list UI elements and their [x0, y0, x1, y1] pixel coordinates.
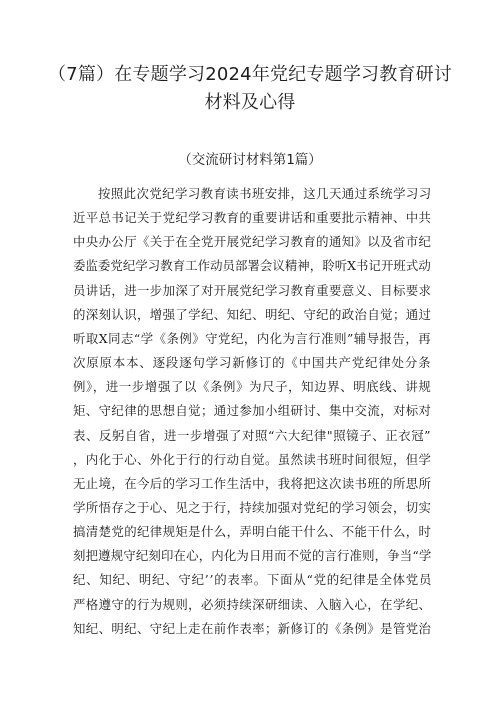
document-title-line-1: （7篇）在专题学习2024年党纪专题学习教育研讨	[47, 64, 453, 85]
body-line: 学所悟存之于心、见之于行，持续加强对党纪的学习领会，切实	[73, 499, 432, 515]
body-line: 员讲话，进一步加深了对开展党纪学习教育重要意义、目标要求	[73, 282, 432, 298]
body-line: 无止境，在今后的学习工作生活中，我将把这次读书班的所思所	[73, 475, 432, 491]
body-line: 搞清楚党的纪律规矩是什么，弄明白能干什么、不能干什么，时	[73, 524, 432, 540]
body-line: 表、反躬自省，进一步增强了对照“六大纪律"照镜子、正衣冠”	[73, 427, 432, 443]
body-line: 按照此次党纪学习教育读书班安排，这几天通过系统学习习	[98, 186, 432, 201]
body-line: 近平总书记关于党纪学习教育的重要讲话和重要批示精神、中共	[73, 210, 432, 226]
body-line: 刻把遵规守纪刻印在心，内化为日用而不觉的言行准则，争当“学	[73, 548, 432, 564]
body-line: 中央办公厅《关于在全党开展党纪学习教育的通知》以及省市纪	[73, 234, 432, 250]
document-title-line-2: 材料及心得	[204, 92, 296, 113]
document-subtitle: （交流研讨材料第1篇）	[178, 152, 322, 168]
body-line: 严格遵守的行为规则，必须持续深研细读、入脑入心，在学纪、	[73, 596, 432, 612]
body-line: 纪、知纪、明纪、守纪’’的表率。下面从“党的纪律是全体党员	[73, 572, 433, 588]
body-line: 知纪、明纪、守纪上走在前作表率；新修订的《条例》是管党治	[73, 620, 432, 636]
body-line: 的深刻认识，增强了学纪、知纪、明纪、守纪的政治自觉；通过	[73, 306, 432, 322]
body-line: 委监委党纪学习教育工作动员部署会议精神，聆听X书记开班式动	[73, 258, 431, 274]
body-line: 次原原本本、逐段逐句学习新修订的《中国共产党纪律处分条	[73, 355, 432, 371]
body-line: 听取X同志“学《条例》守党纪，内化为言行准则”辅导报告，再	[73, 330, 432, 346]
body-line: 例》，进一步增强了以《条例》为尺子，知边界、明底线、讲规	[73, 379, 432, 395]
body-line: 矩、守纪律的思想自觉；通过参加小组研讨、集中交流，对标对	[73, 403, 432, 419]
body-line: ，内化于心、外化于行的行动自觉。虽然读书班时间很短，但学	[73, 451, 432, 467]
